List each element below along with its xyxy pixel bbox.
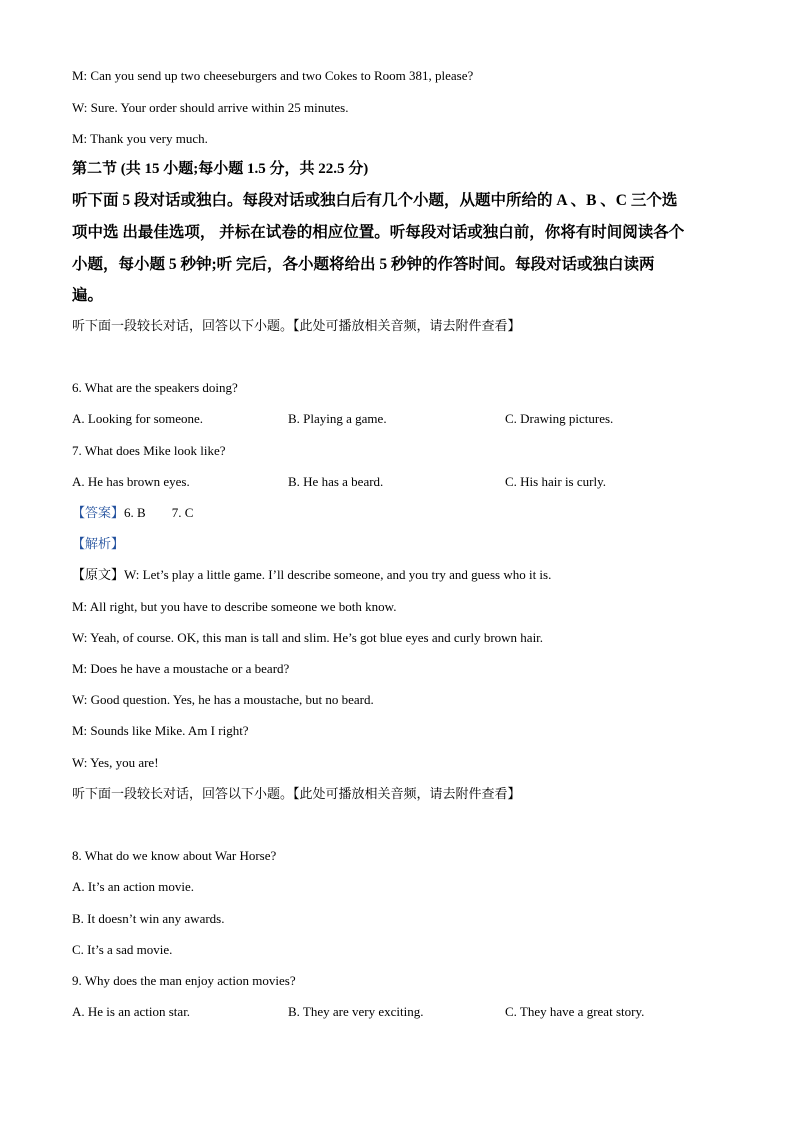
question-8-option-c: C. It’s a sad movie. <box>72 942 173 957</box>
question-8: 8. What do we know about War Horse? <box>72 848 277 863</box>
question-9-option-c: C. They have a great story. <box>505 1004 645 1019</box>
question-9: 9. Why does the man enjoy action movies? <box>72 973 296 988</box>
listen-note-2: 听下面一段较长对话，回答以下小题。【此处可播放相关音频，请去附件查看】 <box>72 786 521 801</box>
listen-note-1: 听下面一段较长对话，回答以下小题。【此处可播放相关音频，请去附件查看】 <box>72 318 521 333</box>
dialogue-line-2: W: Sure. Your order should arrive within 25 minutes. <box>72 100 349 115</box>
transcript-line-3: W: Yeah, of course. OK, this man is tall and slim. He’s got blue eyes and curly brown hair. <box>72 630 544 645</box>
dialogue-line-3: M: Thank you very much. <box>72 131 208 146</box>
transcript-line-5: W: Good question. Yes, he has a moustache, but no beard. <box>72 692 374 707</box>
question-9-option-a: A. He is an action star. <box>72 1004 191 1019</box>
question-7-option-a: A. He has brown eyes. <box>72 474 190 489</box>
answer-7: 7. C <box>171 505 194 520</box>
answer-line <box>72 505 193 521</box>
transcript-line-7: W: Yes, you are! <box>72 755 159 770</box>
question-8-option-b: B. It doesn’t win any awards. <box>72 911 225 926</box>
transcript-line-2: M: All right, but you have to describe someone we both know. <box>72 599 397 614</box>
instruction-line-1: 听下面 5 段对话或独白。每段对话或独白后有几个小题，从题中所给的 A 、B 、C 三个选 <box>72 192 678 209</box>
answer-label: 【答案】 <box>72 505 125 520</box>
instruction-line-2: 项中选 出最佳选项， 并标在试卷的相应位置。听每段对话或独白前，你将有时间阅读各个 <box>72 224 685 241</box>
question-7-option-c: C. His hair is curly. <box>505 474 606 489</box>
instruction-line-4: 遍。 <box>72 287 104 304</box>
analysis-label: 【解析】 <box>72 536 125 551</box>
transcript-line-6: M: Sounds like Mike. Am I right? <box>72 723 249 738</box>
question-6-option-a: A. Looking for someone. <box>72 411 204 426</box>
dialogue-line-1: M: Can you send up two cheeseburgers and two Cokes to Room 381, please? <box>72 68 474 83</box>
question-7: 7. What does Mike look like? <box>72 443 226 458</box>
transcript-first-line: W: Let’s play a little game. I’ll describe someone, and you try and guess who it is. <box>124 567 552 582</box>
transcript-label: 【原文】 <box>72 567 125 582</box>
question-6-option-b: B. Playing a game. <box>288 411 387 426</box>
question-8-option-a: A. It’s an action movie. <box>72 879 195 894</box>
question-6: 6. What are the speakers doing? <box>72 380 238 395</box>
answer-6: 6. B <box>124 505 146 520</box>
instruction-line-3: 小题，每小题 5 秒钟;听 完后，各小题将给出 5 秒钟的作答时间。每段对话或独白读两 <box>72 256 655 273</box>
transcript-line-4: M: Does he have a moustache or a beard? <box>72 661 290 676</box>
transcript-line-1 <box>72 567 551 583</box>
question-6-option-c: C. Drawing pictures. <box>505 411 614 426</box>
section-heading: 第二节 (共 15 小题;每小题 1.5 分，共 22.5 分) <box>72 161 369 177</box>
question-9-option-b: B. They are very exciting. <box>288 1004 424 1019</box>
question-7-option-b: B. He has a beard. <box>288 474 384 489</box>
